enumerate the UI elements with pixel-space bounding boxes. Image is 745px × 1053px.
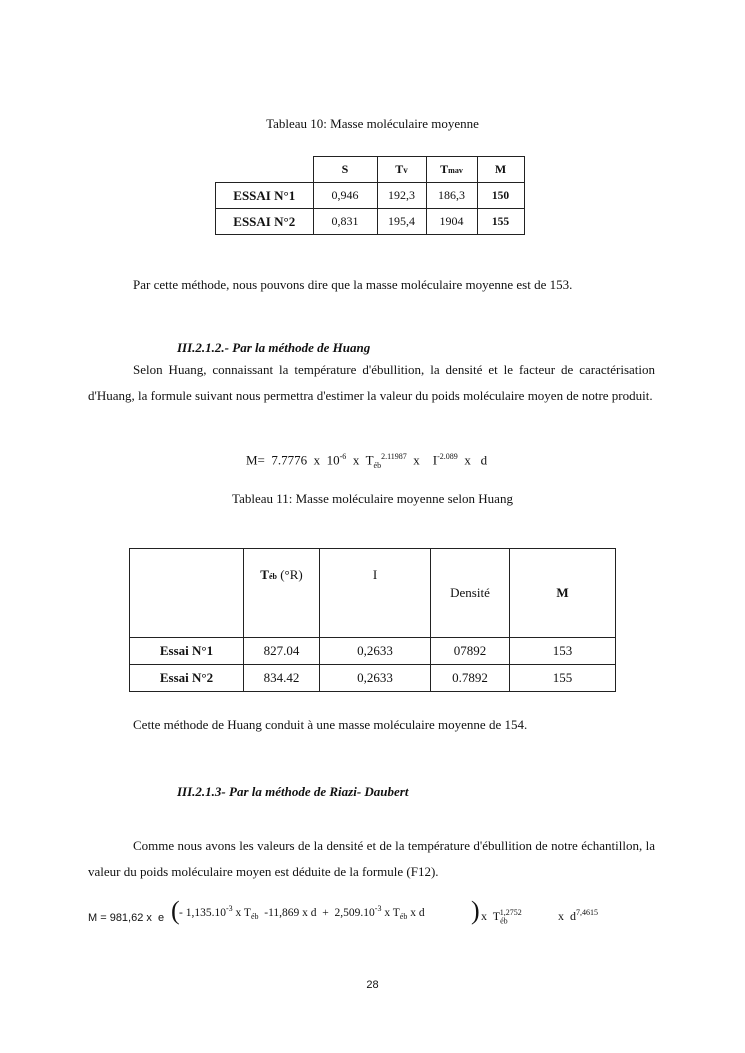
riazi-formula: M = 981,62 x e ( - $1,135.10^{-3}$ x $T_{éb}$ -11,869 x $d + 2,509.10^{-3}$ x $T_{éb}$ x d ) x $T_{éb}^{1,2752}$ x $d^{7,4615}$ [88,896,598,926]
table11-cell-m: 155 [510,665,616,692]
table11-row-label: Essai N°2 [130,665,244,692]
table10-cell-tv: 195,4 [377,209,426,235]
teb-power-term: x $T_{éb}^{1,2752}$ [481,908,522,926]
table10-cell-m: 155 [477,209,524,235]
huang-paragraph: Selon Huang, connaissant la température d'ébullition, la densité et le facteur de caractérisation d'Huang, la formule suivant nous permettra d'estimer la valeur du poids moléculaire moyen de notre produit. [88,362,655,403]
table11-header-m: M [510,549,616,638]
table11-cell-i: 0,2633 [320,665,431,692]
open-paren: ( [171,896,180,925]
table11-cell-m: 153 [510,638,616,665]
table10-cell-m: 150 [477,183,524,209]
section-heading-huang: III.2.1.2.- Par la méthode de Huang [177,340,371,355]
table-row [130,638,616,665]
table10-row-label: ESSAI N°2 [216,209,314,235]
conclusion-paragraph-2: Cette méthode de Huang conduit à une masse moléculaire moyenne de 154. [133,717,528,732]
table10 [215,156,525,235]
riazi-paragraph: Comme nous avons les valeurs de la densité et de la température d'ébullition de notre échantillon, la valeur du poids moléculaire moyen est déduite de la formule (F12). [88,838,655,879]
table11-cell-densite: 07892 [431,638,510,665]
table11-header-teb: Téb (°R) [244,549,320,638]
close-paren: ) [471,896,480,925]
table10-empty-cell [216,157,314,183]
table10-caption: Tableau 10: Masse moléculaire moyenne [266,116,479,131]
table10-row-label: ESSAI N°1 [216,183,314,209]
table11-cell-teb: 827.04 [244,638,320,665]
table-row [216,209,525,235]
conclusion-paragraph-1: Par cette méthode, nous pouvons dire que la masse moléculaire moyenne est de 153. [133,277,573,292]
table11 [129,548,616,692]
section-heading-riazi: III.2.1.3- Par la méthode de Riazi- Daubert [177,784,409,799]
table10-cell-s: 0,946 [313,183,377,209]
table10-cell-tmav: 186,3 [426,183,477,209]
table10-cell-tmav: 1904 [426,209,477,235]
table11-row-label: Essai N°1 [130,638,244,665]
table-row [130,665,616,692]
exponent-expression: - $1,135.10^{-3}$ x $T_{éb}$ -11,869 x $d + 2,509.10^{-3}$ x $T_{éb}$ x d [179,904,425,922]
table11-cell-i: 0,2633 [320,638,431,665]
table10-header-row [216,157,525,183]
page-number: 28 [366,979,379,991]
table11-header-row [130,549,616,638]
table11-caption: Tableau 11: Masse moléculaire moyenne selon Huang [232,491,513,506]
d-power-term: x $d^{7,4615}$ [558,908,598,923]
table11-cell-densite: 0.7892 [431,665,510,692]
table11-cell-teb: 834.42 [244,665,320,692]
table11-empty-cell [130,549,244,638]
table10-cell-s: 0,831 [313,209,377,235]
table10-header-tmav: Tmav [426,157,477,183]
table11-header-densite: Densité [431,549,510,638]
huang-formula: M= 7.7776 x $10^{-6}$ x $T_{éb}^{2.11987}$ x $I^{-2.089}$ x d [246,452,488,470]
table-row [216,183,525,209]
table11-header-i: I [320,549,431,638]
table10-header-tv: Tv [377,157,426,183]
table10-cell-tv: 192,3 [377,183,426,209]
table10-header-m: M [477,157,524,183]
table10-header-s: S [313,157,377,183]
